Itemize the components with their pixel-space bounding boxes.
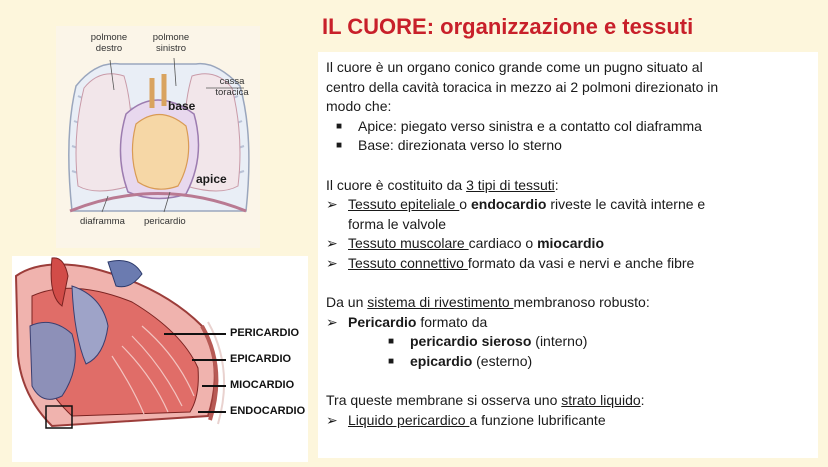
sub1-text: (interno) bbox=[531, 333, 588, 350]
square-bullet-icon: ■ bbox=[388, 336, 395, 348]
square-bullet-icon: ■ bbox=[336, 140, 343, 152]
label-diaframma: diaframma bbox=[80, 216, 125, 227]
sub1-bold: pericardio sieroso bbox=[410, 333, 532, 350]
bullet-base-text: Base: direzionata verso lo sterno bbox=[358, 137, 562, 154]
t1-text: o bbox=[459, 196, 471, 213]
bullet-base bbox=[326, 136, 812, 156]
tissue-epiteliale-cont: forma le valvole bbox=[348, 215, 447, 232]
label-pericardio: pericardio bbox=[144, 216, 186, 227]
sub2-bold: epicardio bbox=[410, 352, 473, 369]
tissues-intro bbox=[326, 176, 812, 196]
thorax-heart-figure bbox=[56, 26, 260, 248]
t2-text: cardiaco o bbox=[468, 235, 538, 252]
pericardio-sieroso-item bbox=[326, 332, 812, 352]
sys-rest: membranoso robusto: bbox=[513, 294, 650, 311]
t3-text: formato da vasi e nervi e anche fibre bbox=[467, 254, 695, 271]
label-base: base bbox=[168, 99, 196, 113]
intro-line-2: centro della cavità toracica in mezzo ai 2 polmoni direzionato in bbox=[326, 78, 719, 95]
liq2-underlined: Liquido pericardico bbox=[348, 411, 470, 428]
arrow-bullet-icon: ➢ bbox=[326, 254, 338, 271]
tissues-intro-colon: : bbox=[554, 176, 559, 193]
label-polmone-destro: polmone destro bbox=[90, 32, 128, 54]
arrow-bullet-icon: ➢ bbox=[326, 196, 338, 213]
sys-underlined: sistema di rivestimento bbox=[367, 294, 514, 311]
t2-bold: miocardio bbox=[537, 235, 604, 252]
t2-underlined: Tessuto muscolare bbox=[348, 235, 469, 252]
peri-bold: Pericardio bbox=[348, 313, 417, 330]
bullet-apice bbox=[326, 117, 812, 137]
label-apice: apice bbox=[196, 172, 227, 186]
pericardio-item bbox=[326, 313, 812, 333]
tissue-epiteliale bbox=[326, 195, 812, 215]
bullet-apice-text: Apice: piegato verso sinistra e a contatto col diaframma bbox=[358, 117, 702, 134]
tissue-muscolare bbox=[326, 234, 812, 254]
t1-rest: riveste le cavità interne e bbox=[546, 196, 706, 213]
arrow-bullet-icon: ➢ bbox=[326, 235, 338, 252]
liq-text: Tra queste membrane si osserva uno bbox=[326, 392, 562, 409]
label-cassa-toracica: cassa toracica bbox=[215, 76, 249, 98]
slide-title: IL CUORE: organizzazione e tessuti bbox=[322, 14, 694, 39]
heart-layers-figure bbox=[12, 256, 308, 462]
sys-text: Da un bbox=[326, 294, 368, 311]
liquido-pericardico-item bbox=[326, 411, 812, 431]
intro-line-3: modo che: bbox=[326, 98, 392, 115]
arrow-bullet-icon: ➢ bbox=[326, 313, 338, 330]
liq-underlined: strato liquido bbox=[561, 392, 641, 409]
label-miocardio-layer: MIOCARDIO bbox=[230, 379, 295, 391]
label-polmone-sinistro: polmone sinistro bbox=[152, 32, 190, 54]
sub2-text: (esterno) bbox=[472, 352, 533, 369]
arrow-bullet-icon: ➢ bbox=[326, 411, 338, 428]
epicardio-item bbox=[326, 352, 812, 372]
label-endocardio-layer: ENDOCARDIO bbox=[230, 405, 306, 417]
tissue-connettivo bbox=[326, 254, 812, 274]
liquid-intro bbox=[326, 391, 812, 411]
t1-bold: endocardio bbox=[470, 196, 547, 213]
thorax-illustration bbox=[56, 26, 260, 248]
t1-underlined: Tessuto epiteliale bbox=[348, 196, 460, 213]
system-intro bbox=[326, 293, 812, 313]
tissues-intro-underlined: 3 tipi di tessuti bbox=[466, 176, 555, 193]
label-epicardio-layer: EPICARDIO bbox=[230, 353, 292, 365]
intro-line-1: Il cuore è un organo conico grande come un pugno situato al bbox=[326, 59, 703, 75]
square-bullet-icon: ■ bbox=[336, 120, 343, 132]
label-pericardio-layer: PERICARDIO bbox=[230, 327, 300, 339]
tissues-intro-text: Il cuore è costituito da bbox=[326, 176, 467, 193]
square-bullet-icon: ■ bbox=[388, 355, 395, 367]
t3-underlined: Tessuto connettivo bbox=[348, 254, 468, 271]
peri-text: formato da bbox=[416, 313, 488, 330]
liq2-text: a funzione lubrificante bbox=[469, 411, 606, 428]
liq-colon: : bbox=[640, 392, 645, 409]
text-panel bbox=[318, 52, 818, 458]
